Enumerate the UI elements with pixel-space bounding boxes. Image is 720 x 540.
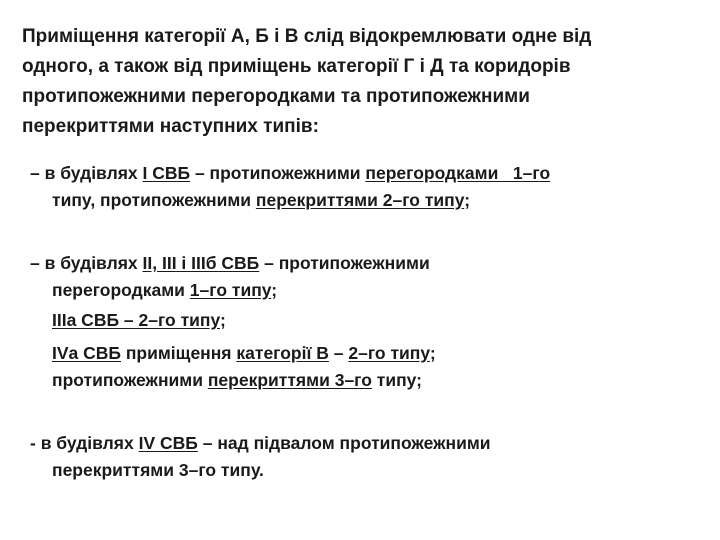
item1-line2: типу, протипожежними перекриттями 2–го типу; — [52, 190, 471, 210]
building-class-link: І СВБ — [142, 163, 191, 183]
intro-line: одного, а також від приміщень категорії Г і Д та коридорів — [22, 56, 571, 77]
intro-paragraph — [22, 22, 702, 142]
item2-line1: – в будівлях ІІ, ІІІ і ІІІб СВБ – протипожежними — [30, 253, 430, 273]
item3-line1: - в будівлях ІV СВБ – над підвалом протипожежними — [30, 433, 491, 453]
intro-line: Приміщення категорії А, Б і В слід відокремлювати одне від — [22, 26, 592, 47]
item2-line4: ІVа СВБ приміщення категорії В – 2–го типу; — [52, 343, 436, 363]
item3-line2: перекриттями 3–го типу. — [52, 460, 264, 480]
intro-line: протипожежними перегородками та протипожежними — [22, 86, 530, 107]
item2-line3: ІІІа СВБ – 2–го типу; — [52, 310, 226, 330]
item1-line1: – в будівлях І СВБ – протипожежними перегородками 1–го — [30, 163, 551, 183]
intro-line: перекриттями наступних типів: — [22, 116, 319, 137]
item2-line2: перегородками 1–го типу; — [52, 280, 278, 300]
item2-line5: протипожежними перекриттями 3–го типу; — [52, 370, 423, 390]
